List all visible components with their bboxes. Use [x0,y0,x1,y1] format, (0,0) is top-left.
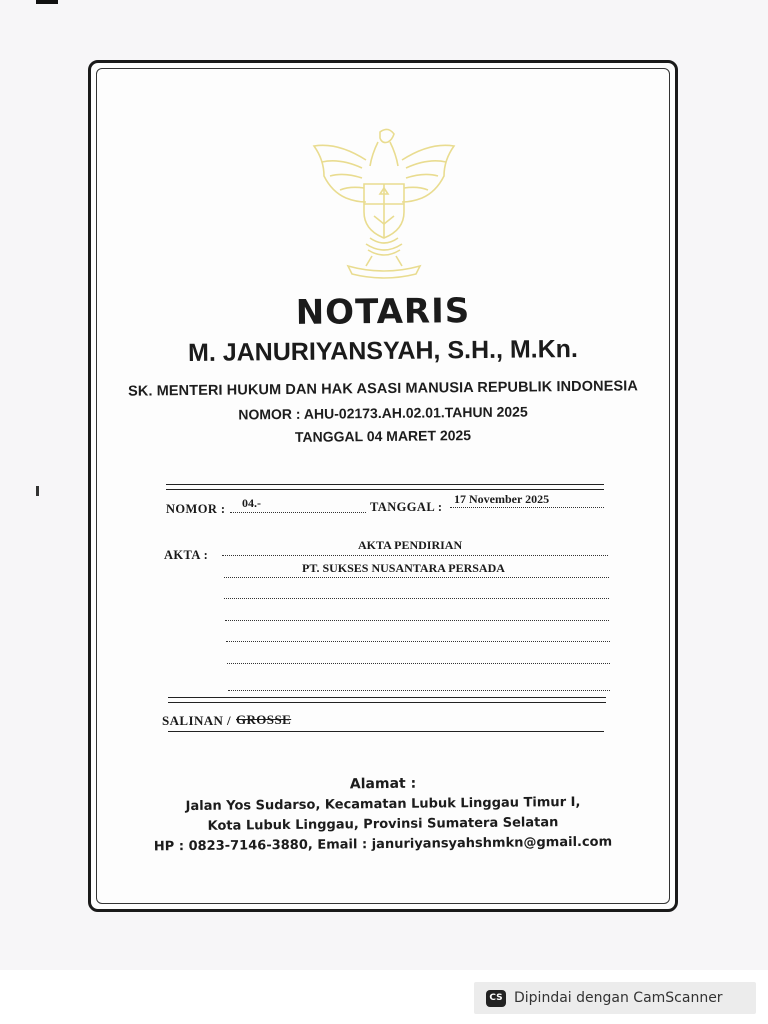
garuda-emblem-icon [308,120,460,280]
tanggal-dotted-line [450,507,604,508]
nomor-label: NOMOR : [166,502,226,516]
akta-dotted-line-4 [225,620,609,621]
notary-name: M. JANURIYANSYAH, S.H., M.Kn. [187,334,579,368]
akta-dotted-line-6 [227,663,610,664]
sk-ministry-line: SK. MENTERI HUKUM DAN HAK ASASI MANUSIA REPUBLIK INDONESIA [128,378,638,400]
akta-dotted-line-2 [224,577,609,578]
camscanner-text: Dipindai dengan CamScanner [514,990,723,1006]
akta-line-1: AKTA PENDIRIAN [358,538,463,552]
camscanner-icon: CS [486,990,506,1007]
scan-mark [36,0,58,4]
divider [168,731,604,732]
address-label: Alamat : [349,775,417,793]
divider [166,484,604,485]
akta-line-2: PT. SUKSES NUSANTARA PERSADA [302,561,505,575]
contact-line: HP : 0823-7146-3880, Email : januriyansyahshmkn@gmail.com [153,834,613,855]
divider [168,702,606,703]
akta-dotted-line-3 [224,598,609,599]
sk-date: TANGGAL 04 MARET 2025 [294,427,472,445]
grosse-label: GROSSE [236,712,292,727]
camscanner-watermark [474,982,756,1014]
tanggal-label: TANGGAL : [370,500,443,514]
sk-number: NOMOR : AHU-02173.AH.02.01.TAHUN 2025 [238,403,528,423]
scan-mark [36,486,39,496]
salinan-label: SALINAN / [162,713,231,728]
document-title: NOTARIS [295,291,471,333]
akta-dotted-line-7 [228,690,610,691]
tanggal-value: 17 November 2025 [454,492,550,506]
address-line-1: Jalan Yos Sudarso, Kecamatan Lubuk Linggau Timur I, [185,794,581,815]
akta-label: AKTA : [164,548,209,562]
akta-dotted-line-1 [222,555,608,556]
address-line-2: Kota Lubuk Linggau, Provinsi Sumatera Selatan [207,815,559,834]
divider [168,697,606,698]
akta-dotted-line-5 [226,641,610,642]
nomor-value: 04.- [242,496,261,510]
divider [166,489,604,490]
nomor-dotted-line [230,512,366,513]
